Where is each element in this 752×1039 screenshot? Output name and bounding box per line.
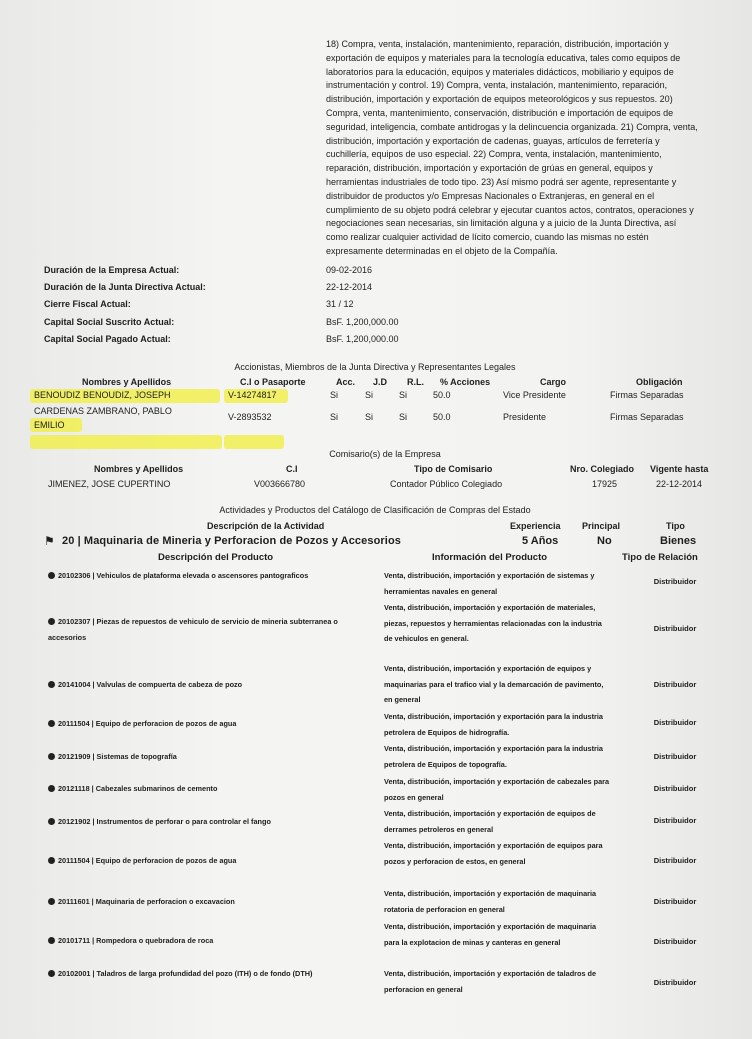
- actividades-header-tipo: Tipo: [666, 521, 685, 531]
- product-rel: Distribuidor: [653, 680, 697, 689]
- actividades-header-principal: Principal: [582, 521, 621, 531]
- info-row: [44, 296, 464, 313]
- product-rel: Distribuidor: [653, 816, 697, 825]
- product-rel: Distribuidor: [653, 784, 697, 793]
- objeto-paragraph: 18) Compra, venta, instalación, mantenimiento, reparación, distribución, importación y exportación de equipos y materiales para la tecnología educativa, tales como equipos de laboratorios para la educación, equipos y materiales didácticos, mobiliario y equipos de instrumentación y control. 19) Compra, venta, instalación, mantenimiento, reparación, distribución, importación y exportación de equipos meteorológicos y sus repuestos. 20) Compra, venta, mantenimiento, conservación, distribución e importación de equipos de seguridad, inteligencia, combate antidrogas y la delincuencia organizada. 21) Compra, venta, distribución, importación y exportación de cadenas, guayas, artículos de ferretería y cuchillería, equipos de uso especial. 22) Compra, venta, instalación, mantenimiento, reparación, distribución, importación y exportación de grúas en general, equipos y herramientas industriales de todo tipo. 23) Así mismo podrá ser agente, representante y distribuidor de productos y/o Empresas Nacionales o Extranjeras, en general en el cumplimiento de su objeto podrá celebrar y ejecutar cuantos actos, contratos, operaciones y negociaciones sean necesarias, sin limitación alguna y a juicio de la Junta Directiva, así como realizar cualquier actividad de lícito comercio, cuando las mismas no estén expresamente determinadas en el objeto de la Compañía.: [326, 39, 698, 256]
- product-info: Venta, distribución, importación y exportación para la industria petrolera de Equipos de hidrografía.: [384, 712, 603, 737]
- accionista-pct: 50.0: [433, 390, 451, 400]
- comisario-tipo: Contador Público Colegiado: [390, 479, 503, 489]
- accionista-rl: Si: [399, 390, 408, 400]
- product-desc: [48, 614, 348, 645]
- info-row: [44, 261, 464, 278]
- accionista-pct: 50.0: [433, 412, 451, 422]
- actividades-title: Actividades y Productos del Catálogo de Clasificación de Compras del Estado: [219, 505, 531, 515]
- actividades-header-experiencia: Experiencia: [510, 521, 561, 531]
- product-info: Venta, distribución, importación y exportación de cabezales para pozos en general: [384, 777, 610, 802]
- accionistas-title: Accionistas, Miembros de la Junta Directiva y Representantes Legales: [234, 362, 516, 372]
- bullet-icon: [48, 720, 55, 727]
- actividades-header-descripcion: Descripción de la Actividad: [207, 521, 325, 531]
- comisario-header-nombre: Nombres y Apellidos: [94, 464, 184, 474]
- comisario-header-vigente: Vigente hasta: [650, 464, 709, 474]
- header-acc: Acc.: [336, 377, 356, 387]
- product-desc-text: 20102306 | Vehiculos de plataforma elevada o ascensores pantograficos: [58, 571, 309, 580]
- product-rel: Distribuidor: [653, 752, 697, 761]
- product-rel: Distribuidor: [653, 937, 697, 946]
- product-desc-text: 20102001 | Taladros de larga profundidad del pozo (ITH) o de fondo (DTH): [58, 969, 313, 978]
- product-desc-text: 20121902 | Instrumentos de perforar o para controlar el fango: [58, 817, 271, 826]
- bullet-icon: [48, 753, 55, 760]
- accionista-jd: Si: [365, 412, 374, 422]
- product-desc-text: 20141004 | Valvulas de compuerta de cabeza de pozo: [58, 680, 243, 689]
- bullet-icon: [48, 572, 55, 579]
- comisario-header-colegiado: Nro. Colegiado: [570, 464, 635, 474]
- product-desc: [48, 568, 348, 584]
- comisario-header-tipo: Tipo de Comisario: [414, 464, 493, 474]
- product-rel: Distribuidor: [653, 856, 697, 865]
- product-desc: [48, 781, 348, 797]
- accionista-ci: V-14274817: [228, 390, 277, 400]
- bullet-icon: [48, 681, 55, 688]
- info-value: BsF. 1,200,000.00: [326, 316, 399, 327]
- info-label: Cierre Fiscal Actual:: [44, 299, 131, 310]
- accionista-ci: V-2893532: [228, 412, 272, 422]
- category-principal: No: [597, 535, 612, 547]
- company-info: [44, 261, 464, 347]
- bullet-icon: [48, 937, 55, 944]
- product-desc: [48, 749, 348, 765]
- product-desc: [48, 933, 348, 949]
- product-info: Venta, distribución, importación y exportación de sistemas y herramientas navales en general: [384, 571, 595, 596]
- bullet-icon: [48, 970, 55, 977]
- accionista-obligacion: Firmas Separadas: [610, 412, 684, 422]
- product-header-info: Información del Producto: [432, 552, 548, 563]
- comisario-title: Comisario(s) de la Empresa: [329, 449, 441, 459]
- product-info: Venta, distribución, importación y exportación de taladros de perforacion en general: [384, 969, 597, 994]
- product-desc: [48, 966, 348, 982]
- header-obligacion: Obligación: [636, 377, 683, 387]
- accionista-cargo: Vice Presidente: [503, 390, 566, 400]
- flag-icon: ⚑: [44, 534, 55, 548]
- accionista-acc: Si: [330, 412, 339, 422]
- bullet-icon: [48, 618, 55, 625]
- product-rel: Distribuidor: [653, 624, 697, 633]
- product-rel: Distribuidor: [653, 577, 697, 586]
- bullet-icon: [48, 785, 55, 792]
- header-ci: C.I o Pasaporte: [240, 377, 306, 387]
- info-row: [44, 278, 464, 295]
- bullet-icon: [48, 818, 55, 825]
- info-label: Capital Social Suscrito Actual:: [44, 316, 175, 327]
- product-info: Venta, distribución, importación y exportación de equipos y maquinarias para el trafico vial y la demarcación de pavimento, en general: [384, 664, 604, 705]
- accionista-nombre: CARDENAS ZAMBRANO, PABLO: [34, 406, 172, 416]
- product-info: Venta, distribución, importación y exportación de materiales, piezas, repuestos y herramientas relacionadas con la industria de vehiculos en general.: [384, 603, 602, 644]
- product-info: Venta, distribución, importación y exportación de maquinaria rotatoria de perforacion en general: [384, 889, 597, 914]
- highlight-mark: [224, 435, 284, 449]
- info-value: BsF. 1,200,000.00: [326, 333, 399, 344]
- info-label: Duración de la Empresa Actual:: [44, 264, 180, 275]
- info-row: [44, 313, 464, 330]
- accionista-jd: Si: [365, 390, 374, 400]
- accionista-cargo: Presidente: [503, 412, 547, 422]
- info-row: [44, 330, 464, 347]
- product-rel: Distribuidor: [653, 978, 697, 987]
- accionista-obligacion: Firmas Separadas: [610, 390, 684, 400]
- accionista-rl: Si: [399, 412, 408, 422]
- header-jd: J.D: [373, 377, 388, 387]
- accionista-nombre: BENOUDIZ BENOUDIZ, JOSEPH: [34, 390, 171, 400]
- info-value: 31 / 12: [326, 299, 354, 310]
- comisario-nombre: JIMENEZ, JOSE CUPERTINO: [48, 479, 171, 489]
- comisario-ci: V003666780: [254, 479, 306, 489]
- highlight-mark: [30, 435, 222, 449]
- product-rel: Distribuidor: [653, 897, 697, 906]
- product-desc: [48, 677, 348, 693]
- product-desc: [48, 894, 348, 910]
- product-desc: [48, 716, 348, 732]
- product-desc-text: 20111504 | Equipo de perforacion de pozos de agua: [58, 719, 237, 728]
- header-nombre: Nombres y Apellidos: [82, 377, 172, 387]
- header-cargo: Cargo: [540, 377, 567, 387]
- product-info: Venta, distribución, importación y exportación de maquinaria para la explotacion de minas y canteras en general: [384, 922, 597, 947]
- product-desc: [48, 853, 348, 869]
- bullet-icon: [48, 857, 55, 864]
- product-info: Venta, distribución, importación y exportación de equipos para pozos y perforacion de estos, en general: [384, 841, 603, 866]
- header-rl: R.L.: [407, 377, 424, 387]
- accionista-acc: Si: [330, 390, 339, 400]
- category-label: 20 | Maquinaria de Mineria y Perforacion de Pozos y Accesorios: [62, 535, 401, 547]
- comisario-colegiado: 17925: [592, 479, 618, 489]
- category-experiencia: 5 Años: [522, 535, 559, 547]
- comisario-header-ci: C.I: [286, 464, 298, 474]
- product-header-descripcion: Descripción del Producto: [158, 552, 274, 563]
- info-label: Capital Social Pagado Actual:: [44, 333, 171, 344]
- comisario-vigente: 22-12-2014: [656, 479, 703, 489]
- header-pct: % Acciones: [440, 377, 491, 387]
- product-desc-text: 20121909 | Sistemas de topografía: [58, 752, 177, 761]
- info-label: Duración de la Junta Directiva Actual:: [44, 281, 206, 292]
- product-desc-text: 20102307 | Piezas de repuestos de vehiculo de servicio de mineria subterranea o accesorios: [48, 617, 338, 642]
- product-info: Venta, distribución, importación y exportación de equipos de derrames petroleros en general: [384, 809, 596, 834]
- bullet-icon: [48, 898, 55, 905]
- product-desc-text: 20111601 | Maquinaria de perforacion o excavacion: [58, 897, 235, 906]
- product-header-relacion: Tipo de Relación: [622, 552, 698, 563]
- accionista-nombre-cont: EMILIO: [34, 420, 65, 430]
- category-tipo: Bienes: [660, 535, 697, 547]
- product-desc-text: 20111504 | Equipo de perforacion de pozos de agua: [58, 856, 237, 865]
- info-value: 09-02-2016: [326, 264, 373, 275]
- product-desc-text: 20101711 | Rompedora o quebradora de roca: [58, 936, 214, 945]
- info-value: 22-12-2014: [326, 281, 373, 292]
- product-rel: Distribuidor: [653, 718, 697, 727]
- product-info: Venta, distribución, importación y exportación para la industria petrolera de Equipos de topografía.: [384, 744, 603, 769]
- product-desc: [48, 814, 348, 830]
- product-desc-text: 20121118 | Cabezales submarinos de cemento: [58, 784, 218, 793]
